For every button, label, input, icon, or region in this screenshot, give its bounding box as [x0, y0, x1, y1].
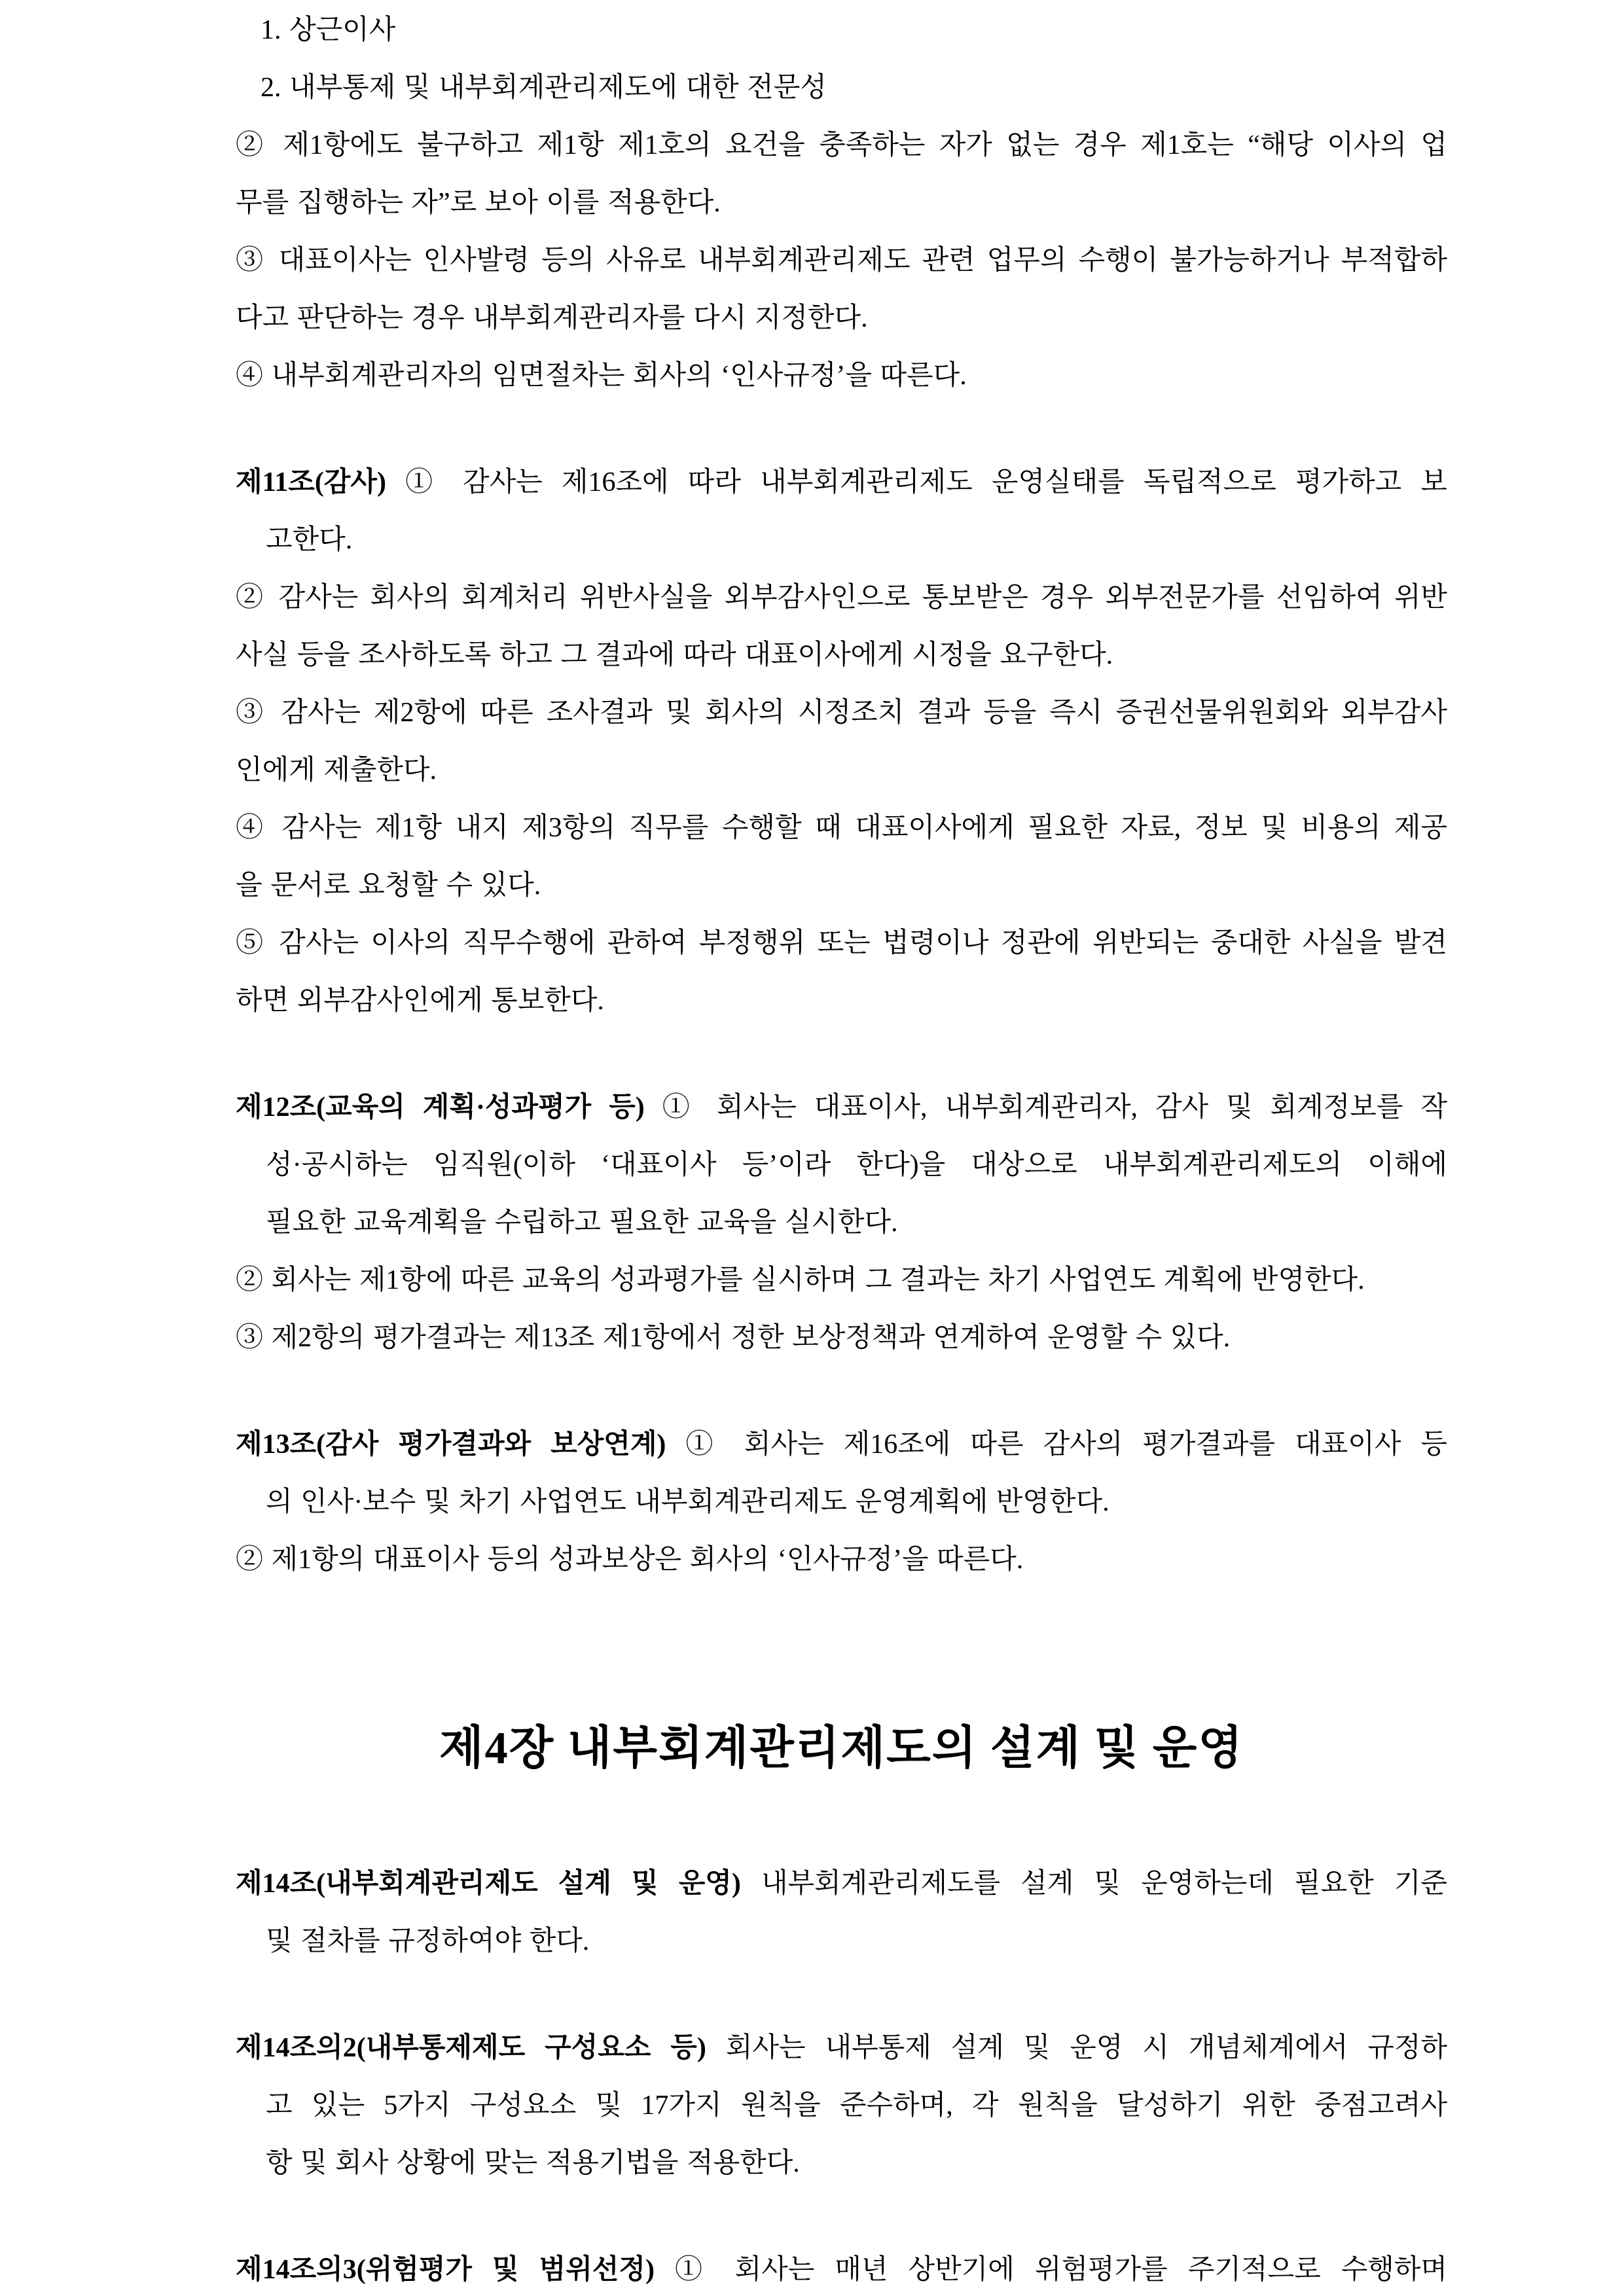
numbered-list-item [236, 59, 1447, 117]
paragraph [236, 1309, 1447, 1367]
paragraph [236, 1251, 1447, 1309]
article-title: 제12조(교육의 계획·성과평가 등) [236, 1092, 645, 1122]
paragraph [236, 914, 1447, 1030]
paragraph [236, 347, 1447, 404]
article-first-line [236, 1416, 1447, 1473]
article-first-line [236, 2241, 1447, 2296]
paragraph [236, 117, 1447, 232]
paragraph-line: ③ 대표이사는 인사발령 등의 사유로 내부회계관리제도 관련 업무의 수행이 불가능하거나 부적합하 [236, 245, 1447, 276]
article-continuation-line: 필요한 교육계획을 수립하고 필요한 교육을 실시한다. [266, 1208, 898, 1238]
article-first-line [236, 454, 1447, 511]
article-title: 제14조의3(위험평가 및 범위선정) [236, 2255, 655, 2285]
article-12 [236, 1079, 1447, 1251]
article-title: 제11조(감사) [236, 467, 386, 497]
paragraph-line: ② 감사는 회사의 회계처리 위반사실을 외부감사인으로 통보받은 경우 외부전문가를 선임하여 위반 [236, 583, 1447, 613]
paragraph-line: ③ 제2항의 평가결과는 제13조 제1항에서 정한 보상정책과 연계하여 운영할 수 있다. [236, 1323, 1231, 1353]
article-14-2 [236, 2019, 1447, 2192]
article-continuation-line: 의 인사·보수 및 차기 사업연도 내부회계관리제도 운영계획에 반영한다. [266, 1487, 1110, 1517]
paragraph-line: ④ 내부회계관리자의 임면절차는 회사의 ‘인사규정’을 따른다. [236, 361, 967, 391]
article-14-3 [236, 2241, 1447, 2296]
article-continuation-line: 및 절차를 규정하여야 한다. [266, 1926, 590, 1956]
article-title: 제13조(감사 평가결과와 보상연계) [236, 1429, 666, 1460]
paragraph-line: 무를 집행하는 자”로 보아 이를 적용한다. [236, 188, 721, 218]
paragraph-line: ④ 감사는 제1항 내지 제3항의 직무를 수행할 때 대표이사에게 필요한 자료, 정보 및 비용의 제공 [236, 813, 1447, 843]
paragraph-line: 사실 등을 조사하도록 하고 그 결과에 따라 대표이사에게 시정을 요구한다. [236, 640, 1113, 670]
paragraph-line: ② 회사는 제1항에 따른 교육의 성과평가를 실시하며 그 결과는 차기 사업연도 계획에 반영한다. [236, 1265, 1365, 1295]
paragraph-line: ③ 감사는 제2항에 따른 조사결과 및 회사의 시정조치 결과 등을 즉시 증권선물위원회와 외부감사 [236, 698, 1447, 728]
article-body-text: 내부회계관리제도를 설계 및 운영하는데 필요한 기준 [740, 1869, 1447, 1899]
list-item-text: 2. 내부통제 및 내부회계관리제도에 대한 전문성 [261, 73, 827, 103]
paragraph [236, 569, 1447, 684]
numbered-list-item [236, 1, 1447, 59]
article-body-text: ① 회사는 매년 상반기에 위험평가를 주기적으로 수행하며 [654, 2255, 1447, 2285]
article-title: 제14조(내부회계관리제도 설계 및 운영) [236, 1869, 741, 1899]
paragraph-line: 다고 판단하는 경우 내부회계관리자를 다시 지정한다. [236, 303, 868, 333]
article-body-text: 회사는 내부통제 설계 및 운영 시 개념체계에서 규정하 [706, 2033, 1447, 2063]
article-continuation-line: 고 있는 5가지 구성요소 및 17가지 원칙을 준수하며, 각 원칙을 달성하기 위한 중점고려사 [266, 2090, 1447, 2121]
paragraph-line: ② 제1항에도 불구하고 제1항 제1호의 요건을 충족하는 자가 없는 경우 제1호는 “해당 이사의 업 [236, 130, 1447, 160]
paragraph [236, 684, 1447, 799]
article-13 [236, 1416, 1447, 1531]
article-first-line [236, 1079, 1447, 1136]
paragraph [236, 799, 1447, 914]
article-continuation-line: 고한다. [266, 525, 353, 555]
paragraph-line: ② 제1항의 대표이사 등의 성과보상은 회사의 ‘인사규정’을 따른다. [236, 1545, 1024, 1575]
chapter-heading: 제4장 내부회계관리제도의 설계 및 운영 [439, 1723, 1244, 1774]
article-11 [236, 454, 1447, 569]
article-body-text: ① 회사는 대표이사, 내부회계관리자, 감사 및 회계정보를 작 [644, 1092, 1447, 1122]
paragraph-line: 인에게 제출한다. [236, 755, 437, 785]
article-body-text: ① 회사는 제16조에 따른 감사의 평가결과를 대표이사 등 [666, 1429, 1447, 1460]
paragraph-line: 하면 외부감사인에게 통보한다. [236, 986, 604, 1016]
article-title: 제14조의2(내부통제제도 구성요소 등) [236, 2033, 706, 2063]
article-14 [236, 1855, 1447, 1970]
article-continuation-line: 항 및 회사 상황에 맞는 적용기법을 적용한다. [266, 2148, 800, 2178]
article-continuation-line: 성·공시하는 임직원(이하 ‘대표이사 등’이라 한다)을 대상으로 내부회계관리제도의 이해에 [266, 1150, 1447, 1180]
paragraph-line: 을 문서로 요청할 수 있다. [236, 870, 541, 901]
article-body-text: ① 감사는 제16조에 따라 내부회계관리제도 운영실태를 독립적으로 평가하고 보 [386, 467, 1447, 497]
paragraph [236, 1531, 1447, 1588]
paragraph [236, 232, 1447, 347]
article-first-line [236, 2019, 1447, 2077]
paragraph-line: ⑤ 감사는 이사의 직무수행에 관하여 부정행위 또는 법령이나 정관에 위반되는 중대한 사실을 발견 [236, 928, 1447, 958]
list-item-text: 1. 상근이사 [261, 15, 396, 45]
article-first-line [236, 1855, 1447, 1912]
